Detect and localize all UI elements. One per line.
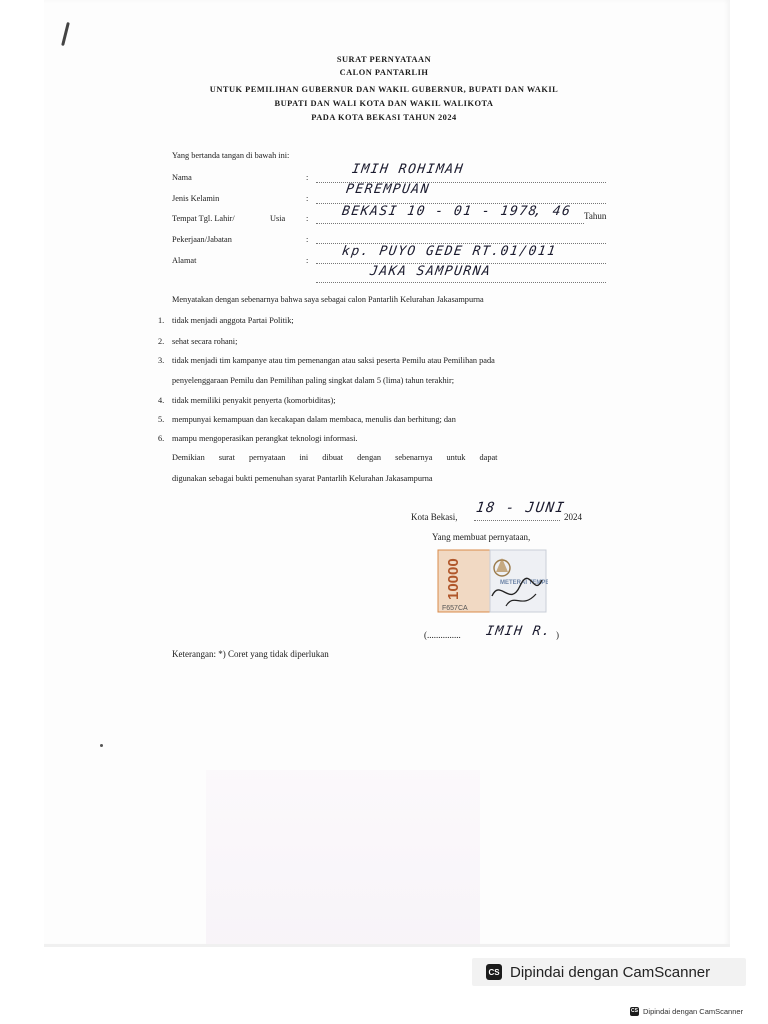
stamp-value: 10000 — [445, 558, 462, 600]
item-number: 4. — [158, 396, 165, 405]
signer-open: (............... — [424, 630, 461, 640]
title-line-5: PADA KOTA BEKASI TAHUN 2024 — [311, 113, 457, 122]
usia-label: Usia — [270, 214, 286, 223]
ink-dot — [100, 744, 103, 747]
signer-name-handwritten: IMIH R. — [484, 624, 553, 639]
item-number: 5. — [158, 415, 165, 424]
note-text: Keterangan: *) Coret yang tidak diperlukan — [172, 649, 329, 659]
closing-line-2: digunakan sebagai bukti pemenuhan syarat Pantarlih Kelurahan Jakasampurna — [172, 474, 433, 483]
nama-label: Nama — [172, 173, 192, 182]
item-text: mempunyai kemampuan dan kecakapan dalam membaca, menulis dan berhitung; dan — [172, 415, 456, 424]
intro-text: Yang bertanda tangan di bawah ini: — [172, 151, 290, 160]
stamp-label: METERAI TEMPEL — [500, 580, 548, 586]
signer-caption: Yang membuat pernyataan, — [432, 532, 531, 542]
item-text: tidak memiliki penyakit penyerta (komorbiditas); — [172, 396, 336, 405]
item-number: 2. — [158, 337, 165, 346]
alamat-handwritten-1: kp. PUYO GEDE RT.01/011 — [340, 244, 558, 259]
title-line-3: UNTUK PEMILIHAN GUBERNUR DAN WAKIL GUBERNUR, BUPATI DAN WAKIL — [209, 85, 559, 94]
title-line-4: BUPATI DAN WALI KOTA DAN WAKIL WALIKOTA — [274, 99, 494, 108]
alamat-handwritten-2: JAKA SAMPURNA — [368, 264, 493, 279]
colon: : — [306, 214, 309, 223]
camscanner-text: Dipindai dengan CamScanner — [510, 963, 711, 981]
alamat-label: Alamat — [172, 256, 197, 265]
colon: : — [306, 235, 309, 244]
year-text: 2024 — [564, 512, 582, 522]
signer-close: ) — [556, 630, 559, 640]
jk-label: Jenis Kelamin — [172, 194, 220, 203]
closing-line-1: Demikian surat pernyataan ini dibuat dengan sebenarnya untuk dapat — [172, 453, 498, 462]
date-handwritten: 18 - JUNI — [474, 500, 567, 516]
title-line-1: SURAT PERNYATAAN — [336, 55, 432, 64]
item-text-continued: penyelenggaraan Pemilu dan Pemilihan paling singkat dalam 5 (lima) tahun terakhir; — [172, 376, 455, 385]
item-text: tidak menjadi anggota Partai Politik; — [172, 316, 294, 325]
nama-handwritten: IMIH ROHIMAH — [350, 162, 465, 177]
page-edge — [44, 944, 730, 947]
camscanner-text-small: Dipindai dengan CamScanner — [643, 1006, 744, 1016]
date-dotted-line — [474, 520, 560, 521]
colon: : — [306, 173, 309, 182]
item-text: mampu mengoperasikan perangkat teknologi informasi. — [172, 434, 358, 443]
stamp-code: F657CA — [442, 605, 468, 612]
colon: : — [306, 256, 309, 265]
item-number: 1. — [158, 316, 165, 325]
tahun-label: Tahun — [584, 211, 607, 221]
statement-text: Menyatakan dengan sebenarnya bahwa saya sebagai calon Pantarlih Kelurahan Jakasampurna — [172, 295, 484, 304]
camscanner-watermark-small — [630, 1004, 760, 1018]
camscanner-logo-small-icon: CS — [631, 1008, 638, 1014]
ttl-dotted-line — [316, 223, 584, 224]
place-label: Kota Bekasi, — [411, 512, 458, 522]
meterai-stamp — [436, 548, 548, 614]
jk-handwritten: PEREMPUAN — [344, 182, 432, 197]
camscanner-logo-icon: CS — [486, 964, 502, 980]
paper-discoloration — [206, 770, 480, 944]
alamat-dotted-line-2 — [316, 282, 606, 283]
camscanner-watermark — [472, 958, 746, 986]
usia-handwritten: , 46 — [532, 204, 573, 219]
colon: : — [306, 194, 309, 203]
item-number: 6. — [158, 434, 165, 443]
item-text: sehat secara rohani; — [172, 337, 238, 346]
ttl-label: Tempat Tgl. Lahir/ — [172, 214, 235, 223]
ttl-handwritten: BEKASI 10 - 01 - 1978 — [340, 204, 539, 219]
item-text: tidak menjadi tim kampanye atau tim pemenangan atau saksi peserta Pemilu atau Pemilihan pada — [172, 356, 495, 365]
item-number: 3. — [158, 356, 165, 365]
pekerjaan-label: Pekerjaan/Jabatan — [172, 235, 232, 244]
title-line-2: CALON PANTARLIH — [339, 68, 429, 77]
